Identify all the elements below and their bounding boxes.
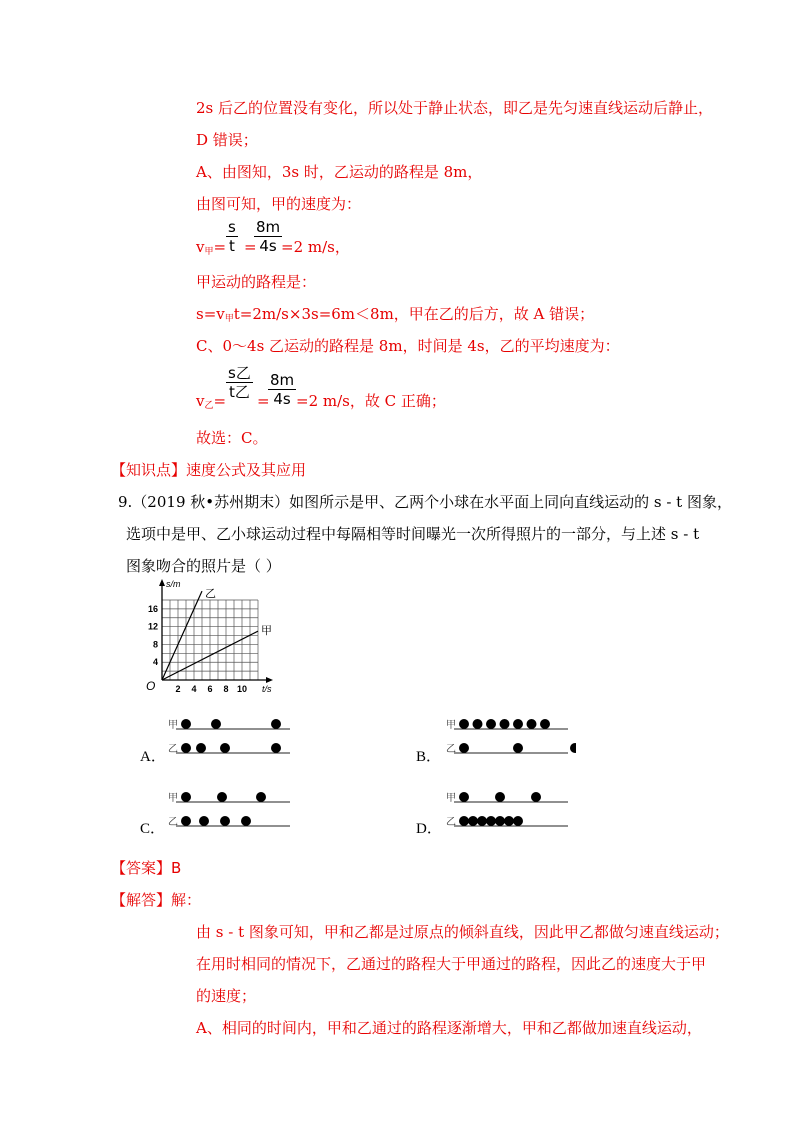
option-label[interactable]: D．: [416, 821, 442, 837]
row-label-yi: 乙: [446, 744, 456, 755]
ball-jia: [181, 719, 191, 729]
fraction-8m-over-4s: $\frac{8m}{4s}$: [256, 218, 281, 255]
prev-line-2: D 错误；: [196, 131, 258, 149]
y-axis-arrow: [159, 579, 165, 586]
y-tick-label: 4: [152, 657, 158, 668]
ball-yi: [459, 743, 469, 753]
option-photo[interactable]: [168, 785, 298, 835]
ball-yi: [513, 816, 523, 826]
option-label[interactable]: C．: [140, 821, 166, 837]
y-tick-label: 8: [152, 639, 158, 650]
ball-yi: [495, 816, 505, 826]
question-line-1: 9.（2019 秋•苏州期末）如图所示是甲、乙两个小球在水平面上同向直线运动的 s - t 图象，: [118, 493, 732, 511]
ball-yi: [241, 816, 251, 826]
prev-line-1: 2s 后乙的位置没有变化，所以处于静止状态，即乙是先匀速直线运动后静止，: [196, 99, 714, 117]
row-label-yi: 乙: [168, 817, 178, 828]
option-photo[interactable]: [446, 712, 576, 762]
option-photo[interactable]: [446, 785, 576, 835]
knowledge-text: 速度公式及其应用: [186, 461, 307, 479]
ball-jia: [527, 719, 537, 729]
fraction-8m-over-4s-2: $\frac{8m}{4s}$: [270, 371, 295, 408]
ball-jia: [459, 792, 469, 802]
ball-jia: [217, 792, 227, 802]
ball-jia: [473, 719, 483, 729]
row-label-yi: 乙: [446, 817, 456, 828]
ball-jia: [211, 719, 221, 729]
ball-yi: [271, 743, 281, 753]
v-yi-result: =2 m/s，故 C 正确；: [296, 392, 446, 410]
ball-yi: [486, 816, 496, 826]
y-axis-label: s/m: [166, 579, 181, 589]
y-tick-label: 16: [147, 603, 158, 614]
series-label-yi: 乙: [205, 588, 216, 601]
ball-jia: [271, 719, 281, 729]
row-label-jia: 甲: [446, 793, 456, 804]
answer-label: 【答案】: [111, 859, 172, 877]
prev-line-8: C、0～4s 乙运动的路程是 8m，时间是 4s，乙的平均速度为：: [196, 337, 620, 355]
prev-line-7: $s=v_甲t=2m/s\times 3s=6m<8m$，甲在乙的后方，故 A 错误；: [196, 305, 595, 324]
knowledge-point: [111, 460, 306, 480]
ball-yi: [570, 743, 576, 753]
question-line-2: 选项中是甲、乙小球运动过程中每隔相等时间曝光一次所得照片的一部分，与上述 s - t: [126, 525, 700, 543]
question-line-3: 图象吻合的照片是（ ）: [126, 557, 281, 575]
x-axis-arrow: [266, 677, 273, 683]
v-jia-symbol: $v_甲=$: [196, 238, 227, 257]
knowledge-label: 【知识点】: [111, 461, 187, 479]
prev-line-10: 故选：C。: [196, 429, 268, 447]
x-tick-label: 2: [175, 684, 181, 694]
ball-yi: [199, 816, 209, 826]
ball-jia: [513, 719, 523, 729]
ball-yi: [504, 816, 514, 826]
ball-yi: [196, 743, 206, 753]
ball-yi: [181, 816, 191, 826]
s-t-chart: [140, 575, 290, 695]
row-label-jia: 甲: [446, 720, 456, 731]
prev-line-3: A、由图知，3s 时，乙运动的路程是 8m，: [196, 163, 483, 181]
ball-jia: [500, 719, 510, 729]
x-tick-label: 8: [223, 684, 229, 694]
fraction-s-yi-over-t-yi: s乙 t乙: [228, 364, 251, 401]
ball-jia: [495, 792, 505, 802]
prev-line-6: 甲运动的路程是：: [196, 273, 317, 291]
solution-label: 【解答】: [111, 891, 172, 909]
prev-line-4: 由图可知，甲的速度为：: [196, 195, 362, 213]
ball-jia: [531, 792, 541, 802]
ball-yi: [477, 816, 487, 826]
v-yi-symbol: $v_乙=$: [196, 392, 227, 411]
series-label-jia: 甲: [261, 625, 272, 638]
row-label-jia: 甲: [168, 793, 178, 804]
y-tick-label: 12: [147, 621, 158, 632]
ball-yi: [468, 816, 478, 826]
x-tick-label: 4: [191, 684, 197, 694]
origin-label: O: [146, 679, 156, 693]
option-label[interactable]: B．: [416, 749, 442, 765]
x-tick-label: 6: [207, 684, 213, 694]
solution-line-1: 由 s - t 图象可知，甲和乙都是过原点的倾斜直线，因此甲乙都做匀速直线运动；: [196, 923, 729, 941]
ball-jia: [181, 792, 191, 802]
solution-line-4: A、相同的时间内，甲和乙通过的路程逐渐增大，甲和乙都做加速直线运动，: [196, 1019, 702, 1037]
fraction-s-over-t: $\frac{s}{t}$: [228, 218, 236, 255]
ball-yi: [181, 743, 191, 753]
option-photo[interactable]: [168, 712, 298, 762]
ball-jia: [256, 792, 266, 802]
ball-jia: [486, 719, 496, 729]
ball-yi: [513, 743, 523, 753]
x-tick-label: 10: [236, 684, 248, 694]
option-label[interactable]: A．: [140, 749, 166, 765]
ball-yi: [220, 743, 230, 753]
v-jia-result: =2 m/s，: [281, 238, 350, 256]
equals-sign: =: [244, 238, 257, 256]
row-label-yi: 乙: [168, 744, 178, 755]
answer-line: [111, 858, 181, 878]
solution-colon: 解：: [171, 891, 202, 909]
answer-value: B: [171, 859, 182, 877]
ball-yi: [459, 816, 469, 826]
row-label-jia: 甲: [168, 720, 178, 731]
x-axis-label: t/s: [262, 684, 272, 694]
equals-sign-2: =: [257, 392, 270, 410]
ball-jia: [459, 719, 469, 729]
solution-heading: [111, 890, 201, 910]
ball-jia: [540, 719, 550, 729]
ball-yi: [220, 816, 230, 826]
solution-line-2: 在用时相同的情况下，乙通过的路程大于甲通过的路程，因此乙的速度大于甲: [196, 955, 707, 973]
solution-line-3: 的速度；: [196, 987, 257, 1005]
